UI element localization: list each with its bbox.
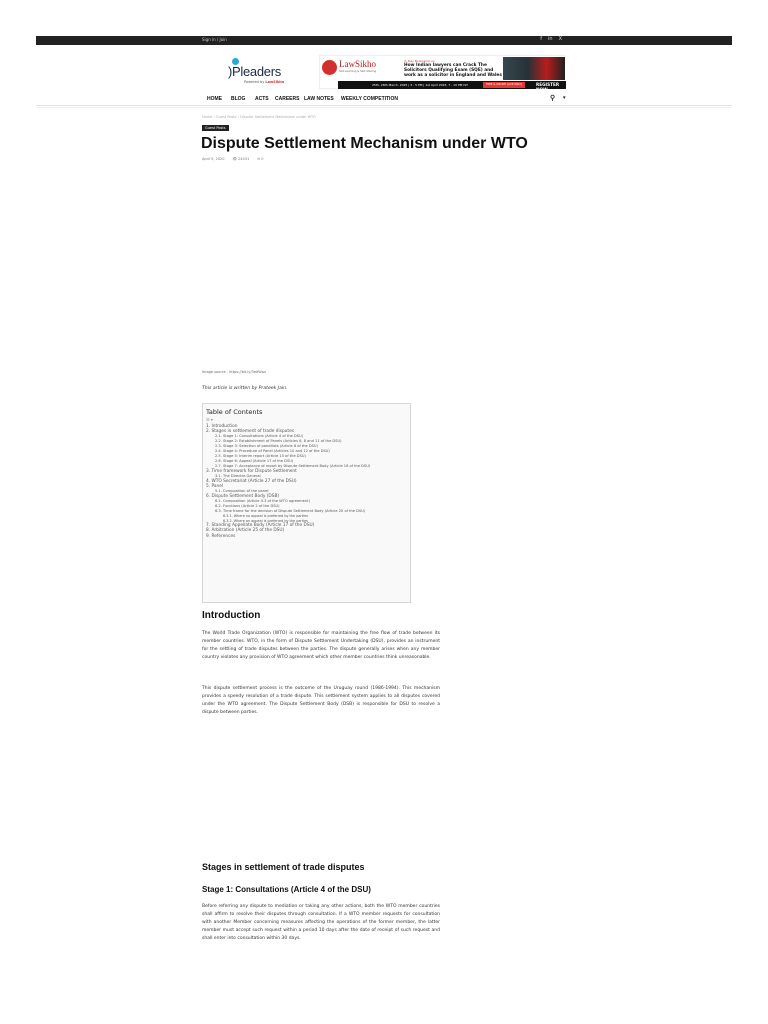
toc-item[interactable]: 6.3.2. Where an appeal is preferred by the parties (223, 518, 308, 523)
logo-powered-by: Powered by LawSikho (244, 80, 285, 84)
banner-headline: How Indian lawyers can Crack The Solicitors Qualifying Exam (SQE) and work as a solicitor in England and Wales (404, 63, 502, 78)
lawsikho-logo-icon (322, 60, 337, 75)
post-meta (202, 157, 264, 161)
x-twitter-icon[interactable]: X (558, 36, 562, 42)
banner-strip (338, 81, 566, 92)
author-line: This article is written by Prateek Jain. (202, 386, 288, 391)
nav-acts[interactable]: ACTS (255, 96, 269, 102)
toc-item[interactable]: 7. Standing Appellate Body (Article 17 of the DSU) (206, 523, 315, 529)
banner-brand: LawSikho (339, 59, 376, 69)
toc-title: Table of Contents (206, 408, 263, 416)
intro-paragraph-2: This dispute settlement process is the outcome of the Uruguay round (1986-1994). This mechanism provides a speedy resolution of a trade dispute. This settlement system applies to all disputes covered under the WTO agreement. The Dispute Settlement Body (DSB) is responsible for DSU to resolve a dispute between parties. (202, 686, 440, 716)
toc-item[interactable]: 2.3. Stage 3: Selection of panellists (Article 8 of the DSU) (215, 444, 318, 449)
toc-item[interactable]: 6.3. Time frame for the decision of Dispute Settlement Body (Article 20 of the DSU) (215, 509, 366, 514)
sign-in-link[interactable]: Sign in / Join (202, 37, 227, 42)
toc-item[interactable]: 3. Time framework for Dispute Settlement (206, 468, 297, 474)
comment-icon: ✉ (257, 157, 261, 161)
nav-divider-shadow (36, 107, 732, 108)
chevron-down-icon[interactable]: ▾ (563, 95, 566, 101)
toc-item[interactable]: 5.1. Composition of the panel: (215, 489, 270, 494)
toc-item[interactable]: 2.7. Stage 7: Acceptance of report by Dispute Settlement Body (Article 16 of the DSU) (215, 463, 371, 468)
stage1-paragraph: Before referring any dispute to mediation or taking any other actions, both the WTO member countries shall affirm to resolve their disputes through consultation. If a WTO member requests for consultation with another Member concerning measures affecting the operations of the former member, the latter member must accept such request within a period 10 days after the date of receipt of such request and shall enter into consultation within 30 days. (202, 904, 440, 942)
intro-heading: Introduction (202, 610, 261, 621)
toc-item[interactable]: 9. References (206, 533, 236, 539)
category-badge[interactable]: Guest Posts (202, 125, 229, 131)
toc-item[interactable]: 6.2. Functions (Article 2 of the DSU) (215, 504, 280, 509)
main-nav (207, 95, 567, 103)
nav-weekly-competition[interactable]: WEEKLY COMPETITION (341, 96, 398, 102)
toc-item[interactable]: 2.2. Stage 2: Establishment of Panels (Articles 6, 8 and 11 of the DSU) (215, 439, 342, 444)
toc-item[interactable]: 4. WTO Secretariat (Article 27 of the DSU) (206, 478, 297, 484)
toc-item[interactable]: 2. Stages in settlement of trade disputes (206, 429, 294, 435)
facebook-icon[interactable]: f (540, 36, 542, 42)
toc-item[interactable]: 8. Arbitration (Article 25 of the DSU) (206, 528, 285, 534)
toc-item[interactable]: 5. Panel (206, 484, 224, 490)
toc-item[interactable]: 6.3.1. Where no appeal is preferred by the parties (223, 514, 308, 519)
page-title: Dispute Settlement Mechanism under WTO (201, 135, 528, 152)
banner-free-badge: FREE & ONLINE (LIVE ONLY) (483, 82, 525, 88)
toc-list (206, 424, 407, 539)
search-icon[interactable]: ⚲ (550, 95, 556, 102)
toc-item[interactable]: 1. Introduction (206, 424, 238, 429)
eye-icon: 👁 (232, 157, 237, 161)
table-of-contents (202, 403, 411, 603)
toc-item[interactable]: 2.5. Stage 5: Interim report (Article 15 of the DSU) (215, 454, 306, 459)
register-now-button[interactable]: REGISTER NOW (536, 82, 560, 92)
site-logo[interactable] (228, 58, 290, 88)
ad-banner[interactable] (319, 55, 565, 92)
comments-count[interactable]: ✉ 0 (257, 157, 264, 161)
post-date: April 9, 2020 (202, 157, 225, 161)
nav-divider (36, 105, 732, 106)
social-links (540, 36, 562, 42)
banner-photo (503, 57, 565, 80)
toc-item[interactable]: 6. Dispute Settlement Body (DSB) (206, 494, 280, 500)
linkedin-icon[interactable]: in (548, 36, 553, 42)
nav-careers[interactable]: CAREERS (275, 96, 300, 102)
image-source-caption: Image source - https://bit.ly/3eIfWpx (202, 370, 267, 374)
banner-brand-tagline: Skill Learning & Skill Sharing (339, 70, 377, 73)
nav-blog[interactable]: BLOG (231, 96, 246, 102)
nav-home[interactable]: HOME (207, 96, 222, 102)
toc-item[interactable]: 3.1. The Director-General (215, 473, 261, 478)
toc-item[interactable]: 6.1. Composition (Article 4.3 of the WTO agreement) (215, 499, 310, 504)
stage1-heading: Stage 1: Consultations (Article 4 of the DSU) (202, 885, 371, 894)
banner-kicker: 3- Day Bootcamp on (404, 59, 435, 63)
nav-law-notes[interactable]: LAW NOTES (304, 96, 334, 102)
toc-toggle-icon[interactable]: ☰ ▾ (206, 417, 213, 422)
toc-item[interactable]: 2.1. Stage 1: Consultations (Article 4 of the DSU) (215, 434, 304, 439)
intro-paragraph-1: The World Trade Organization (WTO) is responsible for maintaining the free flow of trade between its member countries. WTO, in the form of Dispute Settlement Undertaking (DSU), provides an instrument for the settling of trade disputes between the parties. The dispute generally arises when any member country violates any provision of WTO agreement which other member countries think unreasonable. (202, 631, 440, 661)
stages-heading: Stages in settlement of trade disputes (202, 862, 365, 872)
views-count: 👁 24431 (232, 157, 250, 161)
logo-wordmark: )Pleaders (228, 64, 281, 79)
toc-item[interactable]: 2.6. Stage 6: Appeal (Article 17 of the DSU) (215, 458, 294, 463)
top-bar (36, 36, 732, 45)
toc-item[interactable]: 2.4. Stage 4: Procedure of Panel (Articles 10 and 12 of the DSU) (215, 449, 330, 454)
breadcrumb[interactable]: Home › Guest Posts › Dispute Settlement Mechanism under WTO (202, 115, 316, 119)
banner-date: 25th, 26th March, 2025 | 3 - 5 PM | 1st April 2025, 7 - 10 PM IST (372, 82, 468, 87)
